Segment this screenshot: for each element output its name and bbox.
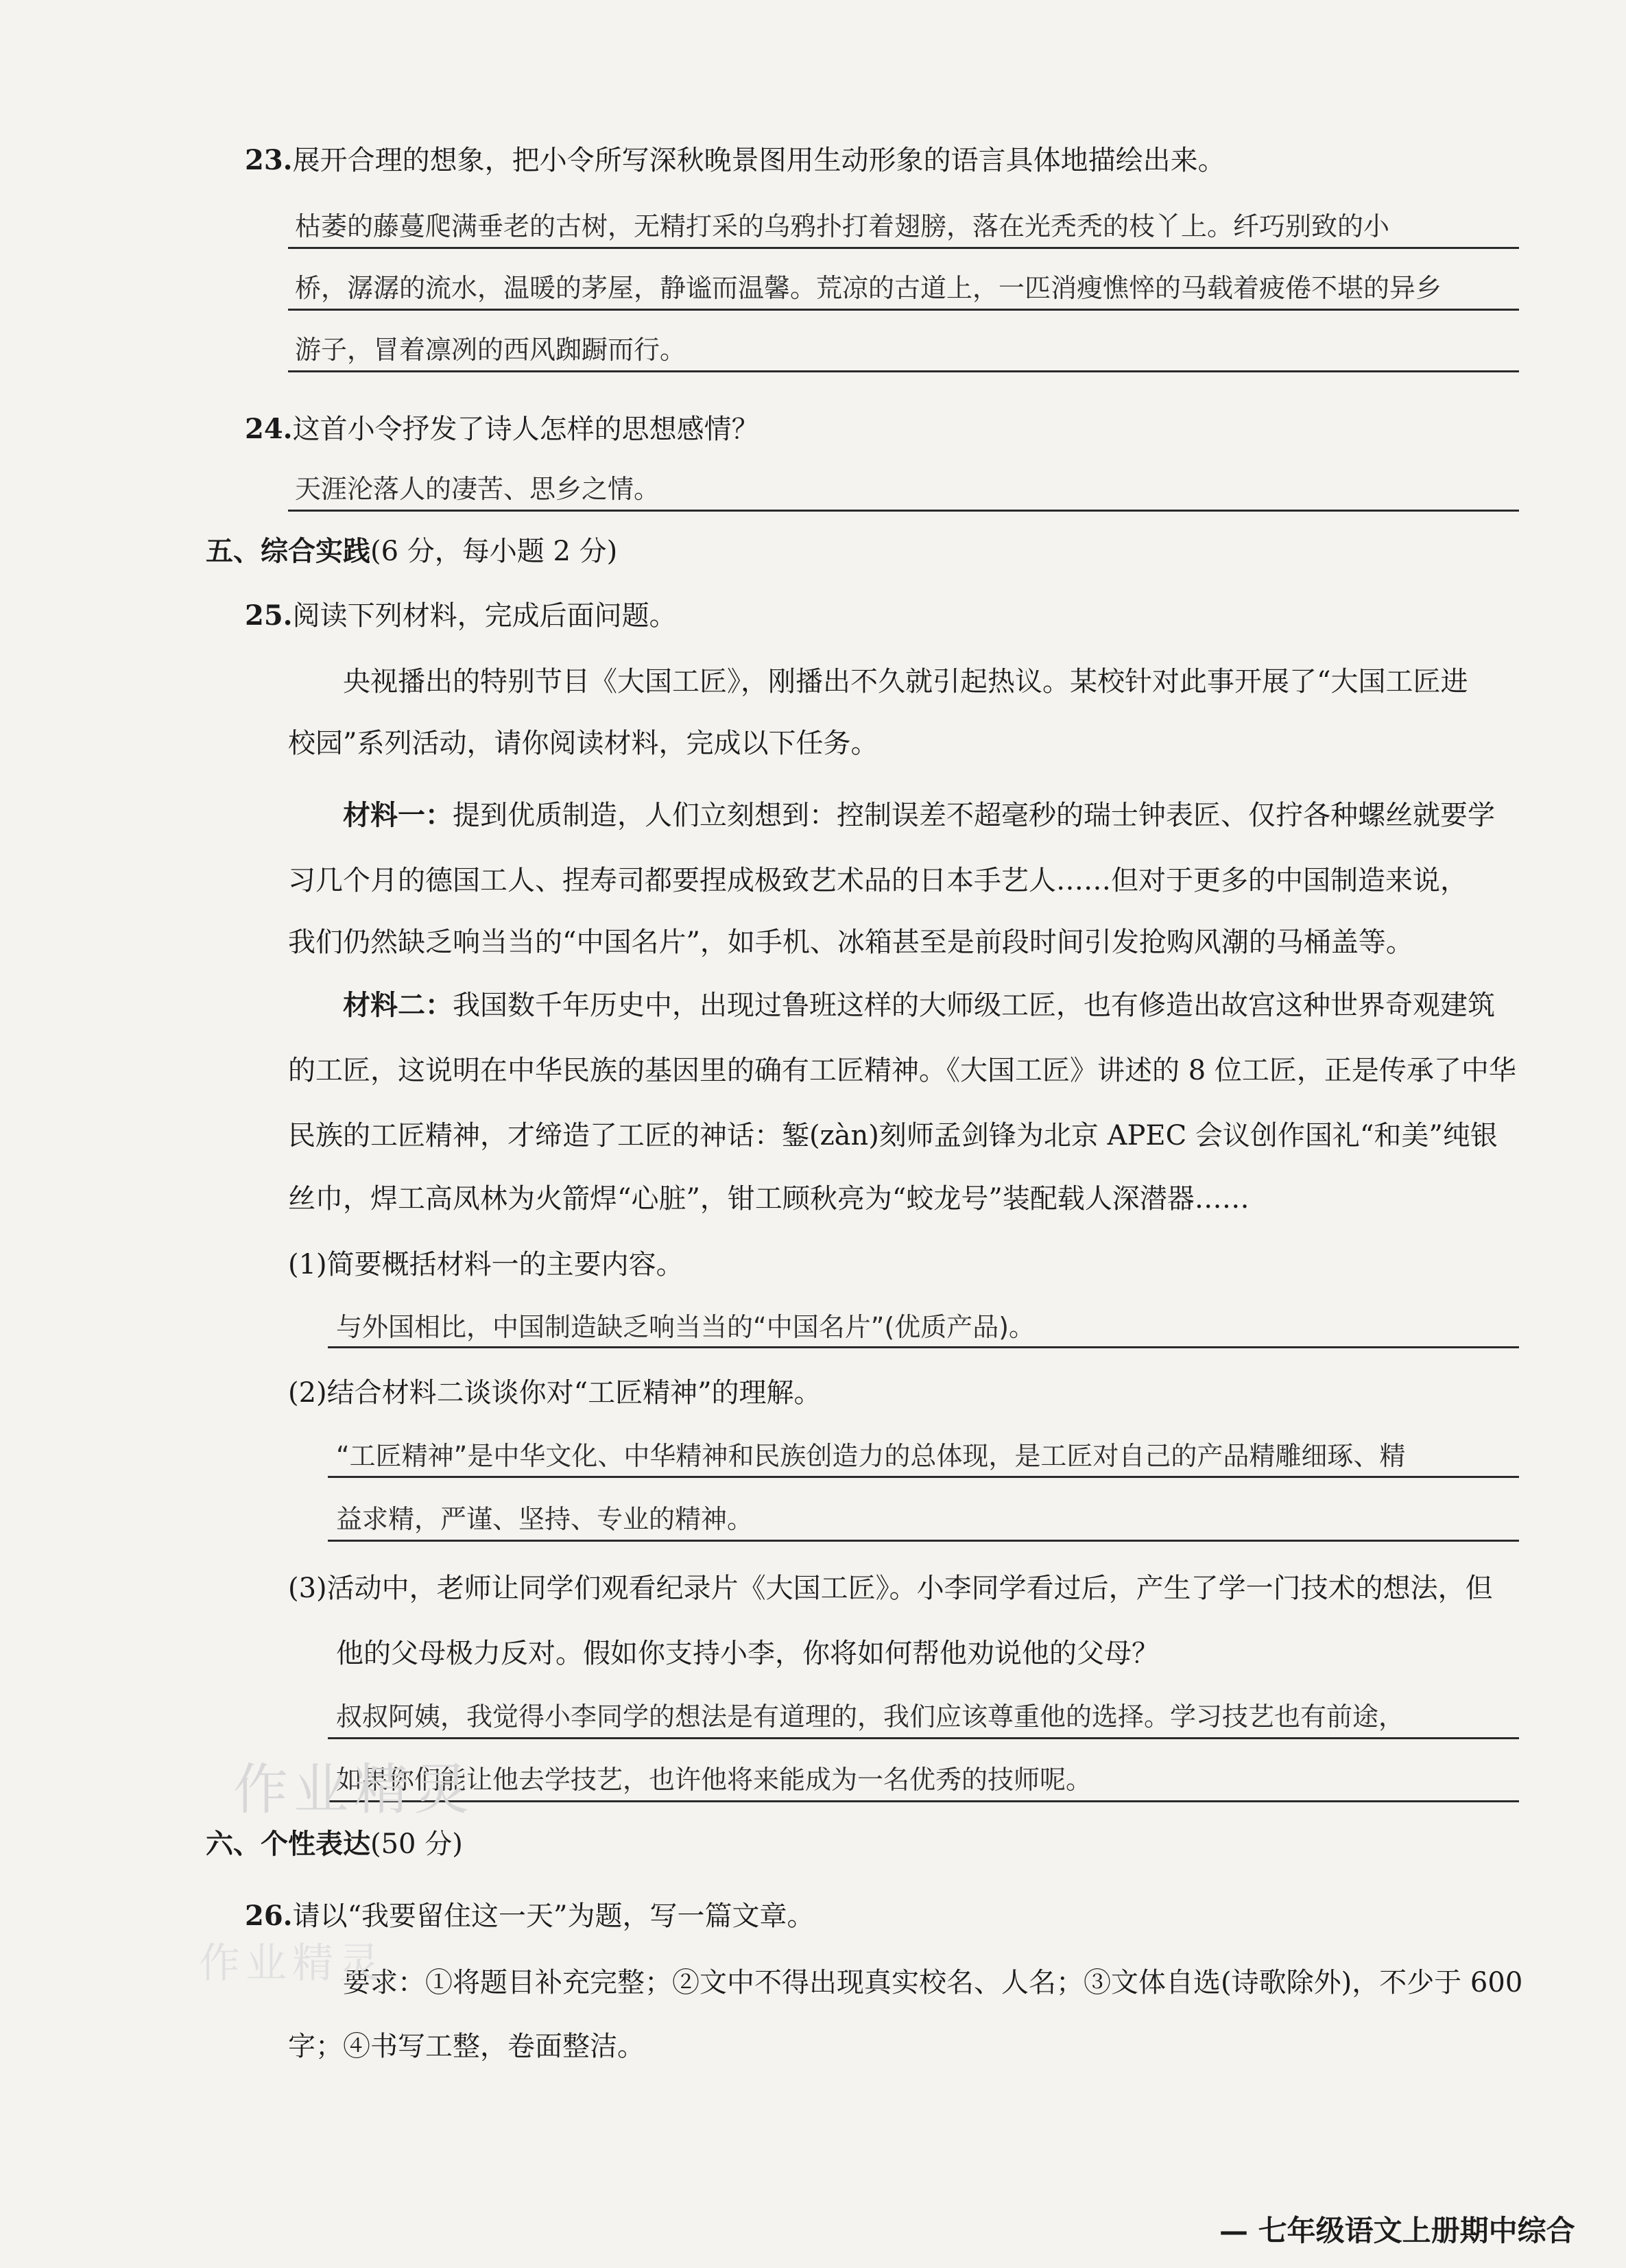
section-title: 六、个性表达 xyxy=(206,1828,370,1860)
material-text: 的工匠，这说明在中华民族的基因里的确有工匠精神。《大国工匠》讲述的 8 位工匠，正是传承了中华 xyxy=(288,1055,1516,1086)
question-prompt: 请以“我要留住这一天”为题，写一篇文章。 xyxy=(292,1900,815,1932)
question-prompt: 展开合理的想象，把小令所写深秋晚景图用生动形象的语言具体地描绘出来。 xyxy=(292,145,1226,176)
answer-line: 如果你们能让他去学技艺，也许他将来能成为一名优秀的技师呢。 xyxy=(336,1765,1092,1795)
material-text: 我国数千年历史中，出现过鲁班这样的大师级工匠，也有修造出故宫这种世界奇观建筑 xyxy=(453,990,1495,1021)
answer-line: 天涯沦落人的凄苦、思乡之情。 xyxy=(295,474,660,504)
section-score-note: (6 分，每小题 2 分) xyxy=(370,536,618,567)
material-label: 材料一： xyxy=(343,799,453,831)
question-26 xyxy=(245,1898,815,1934)
page-footer: — 七年级语文上册期中综合 xyxy=(1219,2214,1575,2247)
requirements-line: 字；④书写工整，卷面整洁。 xyxy=(288,2031,645,2062)
requirements-line: 要求：①将题目补充完整；②文中不得出现真实校名、人名；③文体自选(诗歌除外)，不少于 600 xyxy=(343,1967,1523,1998)
question-number: 24. xyxy=(245,413,293,445)
sub-question-3: (3)活动中，老师让同学们观看纪录片《大国工匠》。小李同学看过后，产生了学一门技术的想法，但 xyxy=(288,1573,1493,1604)
material-intro-line: 校园”系列活动，请你阅读材料，完成以下任务。 xyxy=(288,728,878,759)
material-text: 民族的工匠精神，才缔造了工匠的神话：錾(zàn)刻师孟剑锋为北京 APEC 会议创作国礼“和美”纯银 xyxy=(288,1120,1498,1151)
section-5-heading xyxy=(206,534,617,569)
answer-line: 叔叔阿姨，我觉得小李同学的想法是有道理的，我们应该尊重他的选择。学习技艺也有前途， xyxy=(336,1702,1405,1732)
answer-line: 与外国相比，中国制造缺乏响当当的“中国名片”(优质产品)。 xyxy=(336,1312,1036,1342)
question-23 xyxy=(245,143,1226,178)
answer-line: 枯萎的藤蔓爬满垂老的古树，无精打采的乌鸦扑打着翅膀，落在光秃秃的枝丫上。纤巧别致的小 xyxy=(295,211,1390,241)
section-title: 五、综合实践 xyxy=(206,535,370,567)
section-score-note: (50 分) xyxy=(370,1828,463,1860)
answer-rule xyxy=(328,1346,1519,1348)
material-1 xyxy=(343,798,1495,833)
material-text: 丝巾，焊工高凤林为火箭焊“心脏”，钳工顾秋亮为“蛟龙号”装配载人深潜器…… xyxy=(288,1183,1250,1215)
answer-rule xyxy=(328,1737,1519,1739)
material-text: 习几个月的德国工人、捏寿司都要捏成极致艺术品的日本手艺人……但对于更多的中国制造来说， xyxy=(288,865,1468,896)
question-24 xyxy=(245,411,759,447)
question-25 xyxy=(245,598,677,634)
answer-rule xyxy=(328,1540,1519,1542)
watermark-stamp: 作业精灵 xyxy=(199,1939,385,1988)
sub-question-2: (2)结合材料二谈谈你对“工匠精神”的理解。 xyxy=(288,1377,822,1409)
answer-rule xyxy=(288,370,1519,372)
material-2 xyxy=(343,988,1495,1023)
answer-line: “工匠精神”是中华文化、中华精神和民族创造力的总体现，是工匠对自己的产品精雕细琢、精 xyxy=(336,1441,1406,1471)
answer-line: 益求精，严谨、坚持、专业的精神。 xyxy=(336,1504,754,1534)
answer-rule xyxy=(288,309,1519,311)
material-intro-line: 央视播出的特别节目《大国工匠》，刚播出不久就引起热议。某校针对此事开展了“大国工匠进 xyxy=(343,666,1468,697)
sub-question-1: (1)简要概括材料一的主要内容。 xyxy=(288,1249,684,1280)
answer-line: 桥，潺潺的流水，温暖的茅屋，静谧而温馨。荒凉的古道上，一匹消瘦憔悴的马载着疲倦不堪的异乡 xyxy=(295,273,1442,303)
material-text: 提到优质制造，人们立刻想到：控制误差不超毫秒的瑞士钟表匠、仅拧各种螺丝就要学 xyxy=(453,800,1495,831)
material-label: 材料二： xyxy=(343,989,453,1021)
answer-rule xyxy=(328,1476,1519,1478)
question-number: 26. xyxy=(245,1900,293,1932)
section-6-heading xyxy=(206,1826,463,1862)
question-number: 25. xyxy=(245,599,293,632)
answer-rule xyxy=(328,1800,1519,1802)
sub-question-3-cont: 他的父母极力反对。假如你支持小李，你将如何帮他劝说他的父母？ xyxy=(336,1638,1159,1669)
question-prompt: 阅读下列材料，完成后面问题。 xyxy=(292,600,677,632)
watermark-stamp: 作业精灵 xyxy=(233,1758,475,1822)
answer-rule xyxy=(288,510,1519,512)
material-text: 我们仍然缺乏响当当的“中国名片”，如手机、冰箱甚至是前段时间引发抢购风潮的马桶盖等。 xyxy=(288,927,1413,958)
answer-rule xyxy=(288,247,1519,249)
answer-line: 游子，冒着凛冽的西风踟蹰而行。 xyxy=(295,335,686,365)
question-number: 23. xyxy=(245,144,293,176)
question-prompt: 这首小令抒发了诗人怎样的思想感情？ xyxy=(292,414,759,445)
